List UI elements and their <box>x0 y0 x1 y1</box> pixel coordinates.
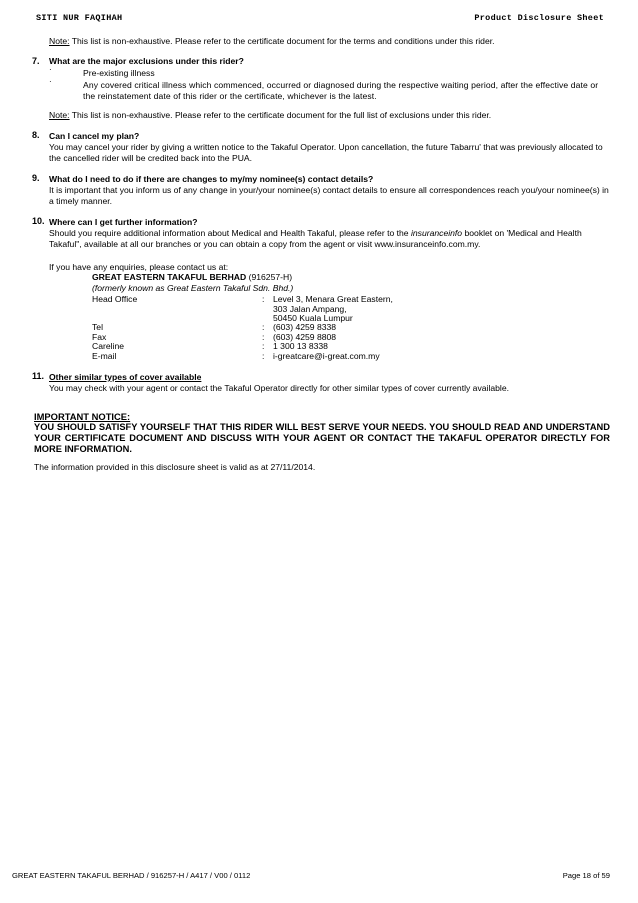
fax-number: (603) 4259 8808 <box>273 332 337 342</box>
company-registration: (916257-H) <box>246 272 293 282</box>
colon: : <box>262 341 265 351</box>
footer-reference: GREAT EASTERN TAKAFUL BERHAD / 916257-H / A417 / V00 / 0112 <box>12 871 251 880</box>
header-title: Product Disclosure Sheet <box>474 13 604 23</box>
address-line-3: 50450 Kuala Lumpur <box>273 313 353 323</box>
question-8-heading: Can I cancel my plan? <box>49 131 140 141</box>
note-text: This list is non-exhaustive. Please refer to the certificate document for the terms and conditions under this rider. <box>69 36 495 46</box>
question-number-7: 7. <box>32 56 40 66</box>
note-label: Note: <box>49 110 70 120</box>
note-label: Note: <box>49 36 70 46</box>
enquiries-line: If you have any enquiries, please contact us at: <box>49 262 229 272</box>
colon: : <box>262 332 265 342</box>
contact-label-tel: Tel <box>92 322 103 332</box>
careline-number: 1 300 13 8338 <box>273 341 328 351</box>
question-10-answer <box>49 228 613 250</box>
question-number-9: 9. <box>32 173 40 183</box>
formerly-text: (formerly known as Great Eastern Takaful Sdn. Bhd.) <box>92 283 294 293</box>
important-notice-heading: IMPORTANT NOTICE: <box>34 411 131 422</box>
insuranceinfo-italic: insuranceinfo <box>410 228 463 238</box>
bullet-2: · <box>49 77 52 86</box>
note-text: This list is non-exhaustive. Please refer to the certificate document for the full list of exclusions under this rider. <box>69 110 492 120</box>
exclusion-item-2: Any covered critical illness which commenced, occurred or diagnosed during the respective waiting period, after the effective date or the reinstatement date of this rider or the certificate, whichever is the latest. <box>83 80 599 101</box>
address-line-1: Level 3, Menara Great Eastern, <box>273 294 393 304</box>
contact-label-head-office: Head Office <box>92 294 138 304</box>
contact-label-fax: Fax <box>92 332 107 342</box>
question-11-heading: Other similar types of cover available <box>49 372 202 382</box>
colon: : <box>262 322 265 332</box>
important-notice-body: YOU SHOULD SATISFY YOURSELF THAT THIS RIDER WILL BEST SERVE YOUR NEEDS. YOU SHOULD READ AND UNDERSTAND YOUR CERTIFICATE DOCUMENT AND DISCUSS WITH YOUR AGENT OR CONTACT THE TAKAFUL OPERATOR DIRECTLY FOR MORE INFORMATION. <box>34 422 610 454</box>
question-8-answer: You may cancel your rider by giving a written notice to the Takaful Operator. Upon cancellation, the future Tabarru' that was previously allocated to the cancelled rider will be credited back into the PUA. <box>49 142 603 163</box>
tel-number: (603) 4259 8338 <box>273 322 337 332</box>
question-number-11: 11. <box>32 371 45 381</box>
contact-label-careline: Careline <box>92 341 125 351</box>
header-name: SITI NUR FAQIHAH <box>36 13 123 23</box>
email-address: i-greatcare@i-great.com.my <box>273 351 380 361</box>
note-exhaustive-exclusions <box>49 110 491 121</box>
answer-text-end: booklet on 'Medical and Health Takaful", available at all our branches or you can obtain a copy from the agent or visit www.insuranceinfo.com.my. <box>49 228 582 249</box>
question-9-heading: What do I need to do if there are changes to my/my nominee(s) contact details? <box>49 174 374 184</box>
colon: : <box>262 351 265 361</box>
question-11-answer: You may check with your agent or contact the Takaful Operator directly for other similar types of cover currently available. <box>49 383 509 393</box>
exclusion-item-1: Pre-existing illness <box>83 68 155 78</box>
company-name: GREAT EASTERN TAKAFUL BERHAD <box>92 272 247 282</box>
question-number-8: 8. <box>32 130 40 140</box>
note-exhaustive-terms <box>49 36 495 47</box>
colon: : <box>262 294 265 304</box>
contact-label-email: E-mail <box>92 351 117 361</box>
question-10-heading: Where can I get further information? <box>49 217 198 227</box>
page-number: Page 18 of 59 <box>562 871 610 880</box>
question-number-10: 10. <box>32 216 45 226</box>
formerly-known-as <box>92 283 293 294</box>
question-9-answer: It is important that you inform us of any change in your/your nominee(s) contact details to ensure all correspondences reach you/your nominee(s) in a timely manner. <box>49 185 609 206</box>
address-line-2: 303 Jalan Ampang, <box>273 304 347 314</box>
question-7-heading: What are the major exclusions under this rider? <box>49 56 244 66</box>
validity-statement: The information provided in this disclosure sheet is valid as at 27/11/2014. <box>34 462 316 472</box>
bullet-1: · <box>49 65 52 74</box>
company-name-line <box>92 272 292 283</box>
answer-text-start: Should you require additional information about Medical and Health Takaful, please refer to the <box>49 228 411 238</box>
